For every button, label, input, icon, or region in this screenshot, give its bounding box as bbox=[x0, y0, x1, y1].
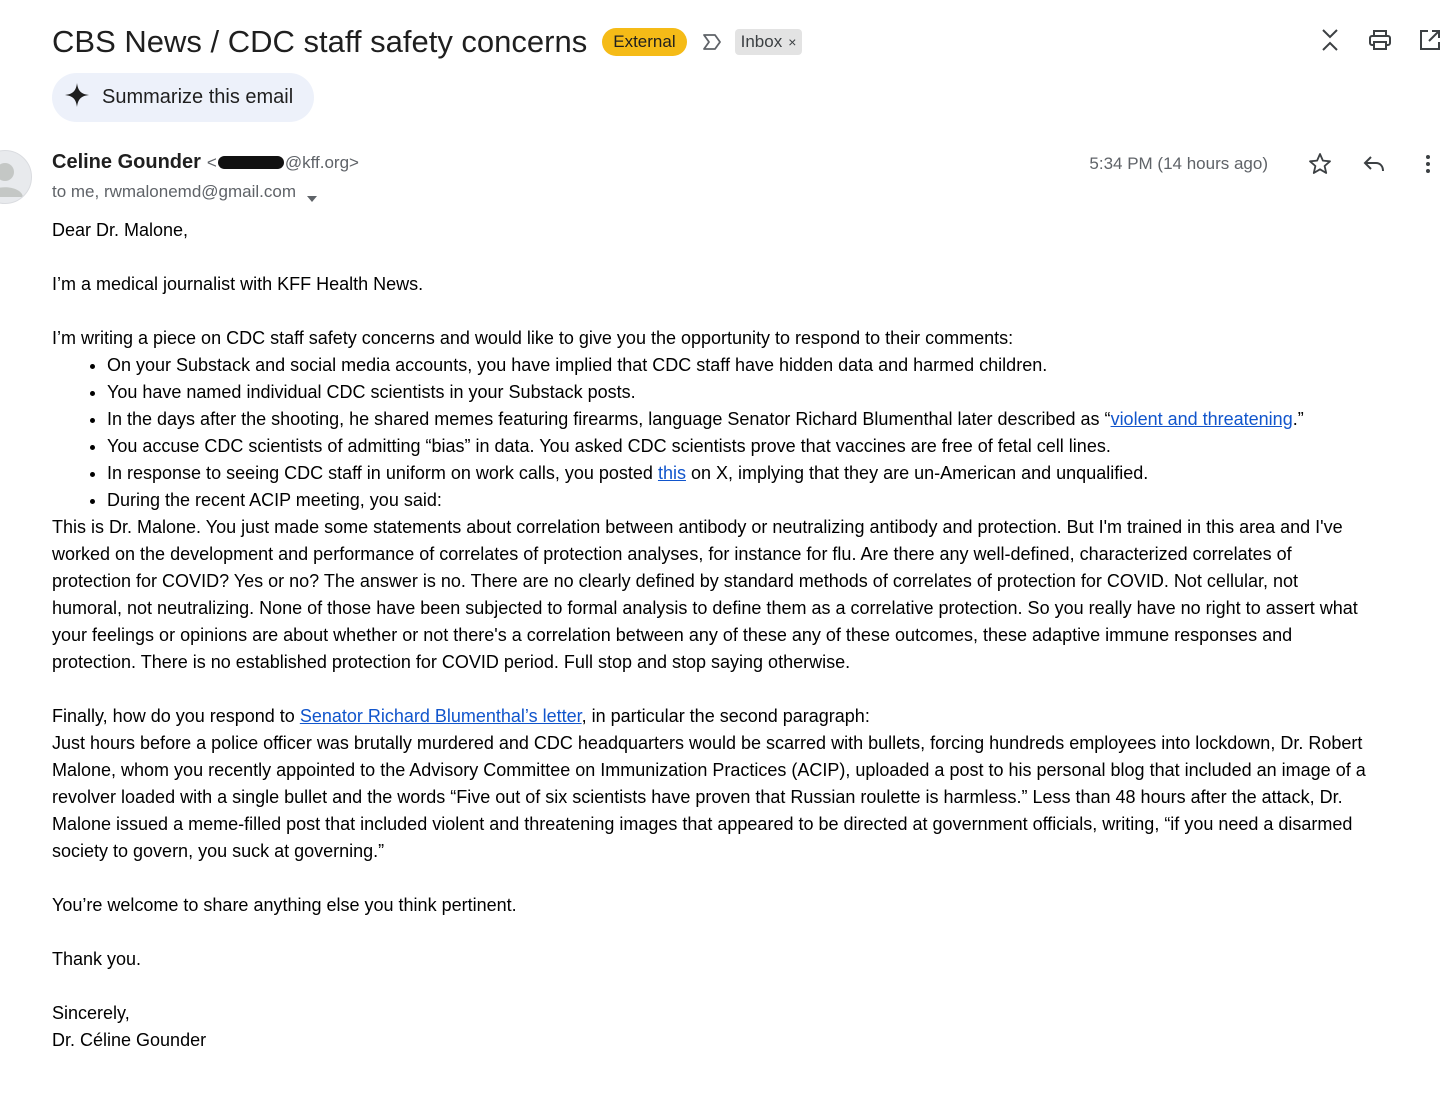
sender-avatar[interactable] bbox=[0, 150, 32, 204]
list-item: • You have named individual CDC scientists in your Substack posts. bbox=[107, 379, 1436, 406]
sparkle-icon bbox=[64, 82, 90, 113]
email-subject: CBS News / CDC staff safety concerns bbox=[52, 24, 588, 59]
list-item: • During the recent ACIP meeting, you said: bbox=[107, 487, 1436, 514]
chevron-down-icon[interactable] bbox=[306, 188, 318, 196]
list-item: • On your Substack and social media accounts, you have implied that CDC staff have hidden data and harmed children. bbox=[107, 352, 1436, 379]
sender-email-domain: @kff.org> bbox=[284, 153, 359, 172]
violent-threatening-link[interactable]: violent and threatening bbox=[1110, 409, 1293, 429]
finally-text: Finally, how do you respond to bbox=[52, 706, 300, 726]
greeting: Dear Dr. Malone, bbox=[52, 220, 189, 240]
acip-quote: This is Dr. Malone. You just made some statements about correlation between antibody or neutralizing antibody and protection. But I'm trained in this area and I've worked on the development and performance of correlates of protection analyses, for instance for flu. Are there any well-defined, characterized correlates of protection for COVID? Yes or no? The answer is no. There are no clearly defined by standard methods of correlates of protection for COVID. Not cellular, not humoral, not neutralizing. None of those have been subjected to formal analysis to define them as a correlative protection. So you really have no right to assert what your feelings or opinions are about whether or not there's a correlation between any of these any of these outcomes, these adaptive immune responses and protection. There is no established protection for COVID period. Full stop and stop saying otherwise. bbox=[52, 517, 1358, 672]
sender-row bbox=[52, 151, 359, 174]
sender-email-prefix: < bbox=[206, 153, 217, 172]
recipients-text: to me, rwmalonemd@gmail.com bbox=[52, 182, 296, 201]
comments-list bbox=[52, 352, 1436, 514]
signature-name: Dr. Céline Gounder bbox=[52, 1030, 207, 1050]
open-in-new-window-icon[interactable] bbox=[1418, 28, 1442, 52]
welcome-paragraph: You’re welcome to share anything else you think pertinent. bbox=[52, 895, 517, 915]
lead-paragraph: I’m writing a piece on CDC staff safety concerns and would like to give you the opportunity to respond to their comments: bbox=[52, 328, 1014, 348]
avatar-placeholder-icon bbox=[0, 151, 31, 203]
finally-text: , in particular the second paragraph: bbox=[581, 706, 870, 726]
thread-actions bbox=[1318, 28, 1442, 52]
list-item: • You accuse CDC scientists of admitting “bias” in data. You asked CDC scientists prove that vaccines are free of fetal cell lines. bbox=[107, 433, 1436, 460]
this-post-link[interactable]: this bbox=[657, 463, 686, 483]
email-body bbox=[52, 217, 1436, 1054]
thanks-paragraph: Thank you. bbox=[52, 949, 142, 969]
external-badge: External bbox=[602, 28, 686, 56]
summarize-email-button[interactable] bbox=[52, 73, 314, 122]
summarize-label: Summarize this email bbox=[102, 86, 294, 108]
message-meta bbox=[1089, 152, 1440, 176]
finally-paragraph bbox=[52, 703, 1436, 730]
importance-marker-icon[interactable] bbox=[701, 31, 723, 53]
signature-block bbox=[52, 1000, 1436, 1054]
message-timestamp: 5:34 PM (14 hours ago) bbox=[1089, 154, 1268, 173]
subject-row bbox=[52, 20, 802, 64]
sender-email bbox=[207, 153, 359, 173]
list-item bbox=[107, 406, 1436, 433]
remove-label-button[interactable]: × bbox=[788, 34, 797, 50]
letter-quote: Just hours before a police officer was brutally murdered and CDC headquarters would be scarred with bullets, forcing hundreds employees into lockdown, Dr. Robert Malone, whom you recently appointed to the Advisory Committee on Immunization Practices (ACIP), uploaded a post to his personal blog that included an image of a revolver loaded with a single bullet and the words “Five out of six scientists have proven that Russian roulette is harmless.” Less than 48 hours after the attack, Dr. Malone issued a meme-filled post that included violent and threatening images that appeared to be directed at government officials, writing, “if you need a disarmed society to govern, you suck at governing.” bbox=[52, 733, 1366, 861]
list-item-text: In response to seeing CDC staff in uniform on work calls, you posted bbox=[107, 463, 658, 483]
list-item bbox=[107, 460, 1436, 487]
print-icon[interactable] bbox=[1368, 28, 1392, 52]
more-options-icon[interactable] bbox=[1416, 152, 1440, 176]
recipients-row bbox=[52, 182, 318, 202]
sender-name[interactable]: Celine Gounder bbox=[52, 151, 201, 173]
list-item-text: .” bbox=[1292, 409, 1304, 429]
inbox-label-text: Inbox bbox=[740, 32, 783, 51]
closing: Sincerely, bbox=[52, 1003, 130, 1023]
blumenthal-letter-link[interactable]: Senator Richard Blumenthal’s letter bbox=[299, 706, 582, 726]
list-item-text: on X, implying that they are un-American and unqualified. bbox=[685, 463, 1149, 483]
redaction-mark bbox=[218, 156, 284, 169]
intro-paragraph: I’m a medical journalist with KFF Health News. bbox=[52, 274, 424, 294]
reply-icon[interactable] bbox=[1362, 152, 1386, 176]
list-item-text: In the days after the shooting, he shared memes featuring firearms, language Senator Richard Blumenthal later described as “ bbox=[107, 409, 1111, 429]
star-icon[interactable] bbox=[1308, 152, 1332, 176]
collapse-all-icon[interactable] bbox=[1318, 28, 1342, 52]
inbox-label bbox=[735, 29, 803, 55]
